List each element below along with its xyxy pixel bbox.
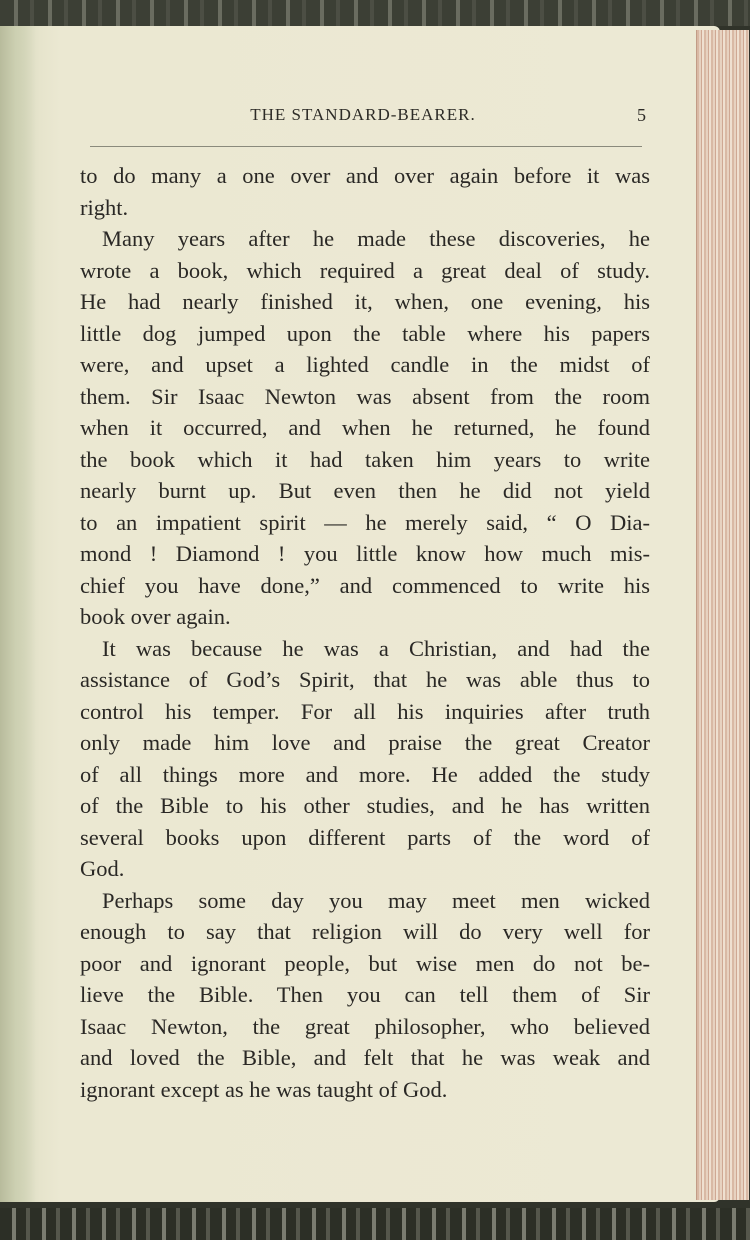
text-line: control his temper. For all his inquiries after truth [80,698,650,724]
text-line: ignorant except as he was taught of God. [80,1076,448,1102]
page-header [80,105,646,133]
page-fore-edge [696,30,749,1200]
text-line: were, and upset a lighted candle in the midst of [80,352,650,377]
binding-top [0,0,750,26]
running-title: THE STANDARD-BEARER. [250,105,476,124]
page-number: 5 [637,105,646,125]
binding-bottom [0,1208,750,1240]
text-line: Many years after he made these discoveries, he [102,226,650,251]
text-line: Perhaps some day you may meet men wicked [102,887,650,913]
text-line: lieve the Bible. Then you can tell them of Sir [80,982,650,1007]
text-line: to do many a one over and over again before it was [80,163,650,188]
text-line: wrote a book, which required a great deal of study. [80,257,650,283]
text-line: little dog jumped upon the table where his papers [80,320,650,346]
text-line: enough to say that religion will do very well for [80,919,650,944]
text-line: the book which it had taken him years to write [80,446,650,472]
body-text [80,160,650,1105]
text-line: to an impatient spirit — he merely said, “ O Dia- [80,509,650,535]
text-line: of all things more and more. He added the study [80,761,650,787]
text-line: them. Sir Isaac Newton was absent from the room [80,383,650,409]
text-line: right. [80,194,129,220]
text-line: God. [80,856,125,881]
text-line: when it occurred, and when he returned, he found [80,415,650,440]
text-line: and loved the Bible, and felt that he was weak and [80,1045,650,1070]
text-line: It was because he was a Christian, and had the [102,635,650,661]
text-line: poor and ignorant people, but wise men do not be- [80,950,650,976]
text-line: assistance of God’s Spirit, that he was able thus to [80,667,650,692]
header-rule [90,146,642,147]
page-gutter [0,26,36,1202]
text-line: several books upon different parts of the word of [80,824,650,850]
text-line: He had nearly finished it, when, one evening, his [80,289,650,314]
text-line: Isaac Newton, the great philosopher, who believed [80,1013,650,1039]
text-line: only made him love and praise the great Creator [80,730,650,755]
text-line: mond ! Diamond ! you little know how much mis- [80,541,650,566]
text-line: of the Bible to his other studies, and he has written [80,793,650,818]
text-line: nearly burnt up. But even then he did not yield [80,478,650,503]
text-line: chief you have done,” and commenced to write his [80,572,650,598]
text-line: book over again. [80,604,231,629]
